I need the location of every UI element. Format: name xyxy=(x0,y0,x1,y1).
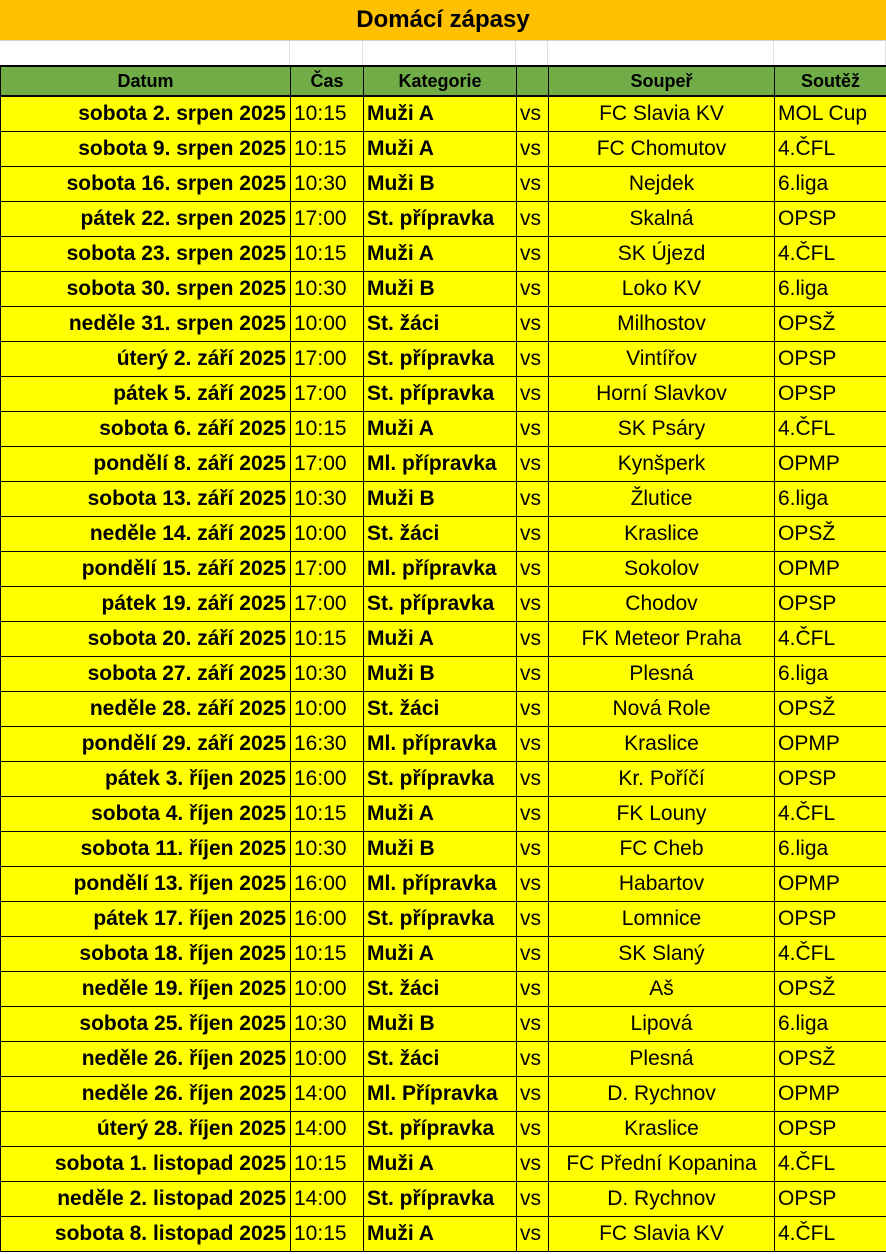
competition-cell[interactable]: OPSP xyxy=(775,342,886,377)
datum-cell[interactable]: sobota 6. září 2025 xyxy=(1,412,291,447)
category-cell[interactable]: Muži A xyxy=(364,937,517,972)
table-row xyxy=(1,447,886,482)
opponent-cell[interactable]: FC Chomutov xyxy=(549,132,775,167)
category-cell[interactable]: St. přípravka xyxy=(364,1112,517,1147)
vs-cell[interactable]: vs xyxy=(517,482,549,517)
time-cell[interactable]: 10:15 xyxy=(291,237,364,272)
competition-cell[interactable]: OPMP xyxy=(775,1077,886,1112)
opponent-cell[interactable]: SK Slaný xyxy=(549,937,775,972)
table-row xyxy=(1,412,886,447)
time-cell[interactable]: 16:00 xyxy=(291,902,364,937)
time-cell[interactable]: 10:30 xyxy=(291,1007,364,1042)
category-cell[interactable]: Muži B xyxy=(364,167,517,202)
time-cell[interactable]: 10:30 xyxy=(291,832,364,867)
opponent-cell[interactable]: Plesná xyxy=(549,1042,775,1077)
vs-cell[interactable]: vs xyxy=(517,902,549,937)
category-cell[interactable]: Muži A xyxy=(364,96,517,132)
opponent-cell[interactable]: Loko KV xyxy=(549,272,775,307)
header-kategorie[interactable]: Kategorie xyxy=(364,66,517,96)
datum-cell[interactable]: pátek 5. září 2025 xyxy=(1,377,291,412)
datum-cell[interactable]: sobota 4. říjen 2025 xyxy=(1,797,291,832)
datum-cell[interactable]: pondělí 29. září 2025 xyxy=(1,727,291,762)
table-row xyxy=(1,1077,886,1112)
table-row xyxy=(1,167,886,202)
category-cell[interactable]: Ml. Přípravka xyxy=(364,1077,517,1112)
datum-cell[interactable]: sobota 8. listopad 2025 xyxy=(1,1217,291,1252)
empty-cell[interactable] xyxy=(363,41,516,65)
time-cell[interactable]: 10:15 xyxy=(291,622,364,657)
category-cell[interactable]: Muži A xyxy=(364,1217,517,1252)
table-row xyxy=(1,762,886,797)
opponent-cell[interactable]: Kraslice xyxy=(549,727,775,762)
category-cell[interactable]: St. přípravka xyxy=(364,202,517,237)
opponent-cell[interactable]: Milhostov xyxy=(549,307,775,342)
table-row xyxy=(1,1147,886,1182)
opponent-cell[interactable]: D. Rychnov xyxy=(549,1077,775,1112)
category-cell[interactable]: St. žáci xyxy=(364,1042,517,1077)
category-cell[interactable]: Muži A xyxy=(364,1147,517,1182)
datum-cell[interactable]: pátek 19. září 2025 xyxy=(1,587,291,622)
opponent-cell[interactable]: Kynšperk xyxy=(549,447,775,482)
time-cell[interactable]: 10:15 xyxy=(291,96,364,132)
competition-cell[interactable]: 6.liga xyxy=(775,167,886,202)
competition-cell[interactable]: 4.ČFL xyxy=(775,797,886,832)
competition-cell[interactable]: 6.liga xyxy=(775,657,886,692)
table-row xyxy=(1,622,886,657)
opponent-cell[interactable]: Skalná xyxy=(549,202,775,237)
opponent-cell[interactable]: Habartov xyxy=(549,867,775,902)
category-cell[interactable]: St. žáci xyxy=(364,692,517,727)
time-cell[interactable]: 17:00 xyxy=(291,552,364,587)
datum-cell[interactable]: neděle 26. říjen 2025 xyxy=(1,1042,291,1077)
competition-cell[interactable]: OPMP xyxy=(775,447,886,482)
empty-cell[interactable] xyxy=(0,41,290,65)
opponent-cell[interactable]: FC Slavia KV xyxy=(549,96,775,132)
datum-cell[interactable]: sobota 30. srpen 2025 xyxy=(1,272,291,307)
vs-cell[interactable]: vs xyxy=(517,96,549,132)
time-cell[interactable]: 10:15 xyxy=(291,1147,364,1182)
datum-cell[interactable]: pondělí 8. září 2025 xyxy=(1,447,291,482)
table-row xyxy=(1,237,886,272)
competition-cell[interactable]: OPSŽ xyxy=(775,692,886,727)
datum-cell[interactable]: pátek 17. říjen 2025 xyxy=(1,902,291,937)
table-row xyxy=(1,342,886,377)
table-row xyxy=(1,1182,886,1217)
datum-cell[interactable]: neděle 2. listopad 2025 xyxy=(1,1182,291,1217)
header-cas[interactable]: Čas xyxy=(291,66,364,96)
competition-cell[interactable]: OPMP xyxy=(775,867,886,902)
time-cell[interactable]: 17:00 xyxy=(291,587,364,622)
competition-cell[interactable]: 4.ČFL xyxy=(775,622,886,657)
matches-table xyxy=(0,65,886,1252)
vs-cell[interactable]: vs xyxy=(517,832,549,867)
table-row xyxy=(1,867,886,902)
datum-cell[interactable]: neděle 31. srpen 2025 xyxy=(1,307,291,342)
category-cell[interactable]: St. přípravka xyxy=(364,377,517,412)
vs-cell[interactable]: vs xyxy=(517,307,549,342)
datum-cell[interactable]: sobota 27. září 2025 xyxy=(1,657,291,692)
competition-cell[interactable]: 4.ČFL xyxy=(775,1147,886,1182)
category-cell[interactable]: Ml. přípravka xyxy=(364,447,517,482)
opponent-cell[interactable]: Chodov xyxy=(549,587,775,622)
empty-cell[interactable] xyxy=(774,41,886,65)
competition-cell[interactable]: OPSŽ xyxy=(775,517,886,552)
table-row xyxy=(1,1112,886,1147)
opponent-cell[interactable]: FC Slavia KV xyxy=(549,1217,775,1252)
category-cell[interactable]: St. žáci xyxy=(364,517,517,552)
vs-cell[interactable]: vs xyxy=(517,517,549,552)
vs-cell[interactable]: vs xyxy=(517,762,549,797)
competition-cell[interactable]: 6.liga xyxy=(775,1007,886,1042)
opponent-cell[interactable]: Kr. Poříčí xyxy=(549,762,775,797)
datum-cell[interactable]: úterý 28. říjen 2025 xyxy=(1,1112,291,1147)
datum-cell[interactable]: sobota 11. říjen 2025 xyxy=(1,832,291,867)
header-vs[interactable] xyxy=(517,66,549,96)
datum-cell[interactable]: sobota 2. srpen 2025 xyxy=(1,96,291,132)
time-cell[interactable]: 10:30 xyxy=(291,482,364,517)
opponent-cell[interactable]: Lipová xyxy=(549,1007,775,1042)
opponent-cell[interactable]: Lomnice xyxy=(549,902,775,937)
category-cell[interactable]: St. přípravka xyxy=(364,902,517,937)
vs-cell[interactable]: vs xyxy=(517,1112,549,1147)
category-cell[interactable]: Ml. přípravka xyxy=(364,867,517,902)
opponent-cell[interactable]: FC Cheb xyxy=(549,832,775,867)
empty-cell[interactable] xyxy=(548,41,774,65)
opponent-cell[interactable]: Nejdek xyxy=(549,167,775,202)
table-row xyxy=(1,1042,886,1077)
category-cell[interactable]: Ml. přípravka xyxy=(364,727,517,762)
datum-cell[interactable]: sobota 23. srpen 2025 xyxy=(1,237,291,272)
table-row xyxy=(1,202,886,237)
datum-cell[interactable]: sobota 18. říjen 2025 xyxy=(1,937,291,972)
time-cell[interactable]: 10:15 xyxy=(291,412,364,447)
competition-cell[interactable]: OPSP xyxy=(775,377,886,412)
opponent-cell[interactable]: FK Meteor Praha xyxy=(549,622,775,657)
competition-cell[interactable]: 6.liga xyxy=(775,272,886,307)
table-row xyxy=(1,657,886,692)
time-cell[interactable]: 10:00 xyxy=(291,972,364,1007)
competition-cell[interactable]: 6.liga xyxy=(775,832,886,867)
time-cell[interactable]: 10:30 xyxy=(291,657,364,692)
category-cell[interactable]: Muži A xyxy=(364,622,517,657)
vs-cell[interactable]: vs xyxy=(517,272,549,307)
opponent-cell[interactable]: FC Přední Kopanina xyxy=(549,1147,775,1182)
vs-cell[interactable]: vs xyxy=(517,867,549,902)
vs-cell[interactable]: vs xyxy=(517,237,549,272)
table-row xyxy=(1,587,886,622)
table-row xyxy=(1,692,886,727)
category-cell[interactable]: St. žáci xyxy=(364,307,517,342)
opponent-cell[interactable]: Plesná xyxy=(549,657,775,692)
datum-cell[interactable]: pátek 3. říjen 2025 xyxy=(1,762,291,797)
datum-cell[interactable]: úterý 2. září 2025 xyxy=(1,342,291,377)
competition-cell[interactable]: OPSP xyxy=(775,202,886,237)
vs-cell[interactable]: vs xyxy=(517,1042,549,1077)
opponent-cell[interactable]: Kraslice xyxy=(549,1112,775,1147)
vs-cell[interactable]: vs xyxy=(517,167,549,202)
vs-cell[interactable]: vs xyxy=(517,342,549,377)
competition-cell[interactable]: 4.ČFL xyxy=(775,237,886,272)
datum-cell[interactable]: sobota 1. listopad 2025 xyxy=(1,1147,291,1182)
category-cell[interactable]: Muži A xyxy=(364,237,517,272)
competition-cell[interactable]: OPSŽ xyxy=(775,972,886,1007)
table-row xyxy=(1,1007,886,1042)
vs-cell[interactable]: vs xyxy=(517,587,549,622)
header-row xyxy=(1,66,886,96)
time-cell[interactable]: 10:00 xyxy=(291,692,364,727)
vs-cell[interactable]: vs xyxy=(517,657,549,692)
category-cell[interactable]: St. přípravka xyxy=(364,762,517,797)
vs-cell[interactable]: vs xyxy=(517,412,549,447)
datum-cell[interactable]: sobota 9. srpen 2025 xyxy=(1,132,291,167)
vs-cell[interactable]: vs xyxy=(517,1077,549,1112)
empty-cell[interactable] xyxy=(516,41,548,65)
table-row xyxy=(1,96,886,132)
empty-cell[interactable] xyxy=(290,41,363,65)
time-cell[interactable]: 17:00 xyxy=(291,377,364,412)
opponent-cell[interactable]: FK Louny xyxy=(549,797,775,832)
opponent-cell[interactable]: SK Újezd xyxy=(549,237,775,272)
table-row xyxy=(1,797,886,832)
opponent-cell[interactable]: Vintířov xyxy=(549,342,775,377)
category-cell[interactable]: St. přípravka xyxy=(364,587,517,622)
opponent-cell[interactable]: Aš xyxy=(549,972,775,1007)
vs-cell[interactable]: vs xyxy=(517,1182,549,1217)
category-cell[interactable]: Muži A xyxy=(364,797,517,832)
datum-cell[interactable]: neděle 26. říjen 2025 xyxy=(1,1077,291,1112)
time-cell[interactable]: 16:00 xyxy=(291,762,364,797)
table-row xyxy=(1,517,886,552)
vs-cell[interactable]: vs xyxy=(517,202,549,237)
category-cell[interactable]: St. přípravka xyxy=(364,342,517,377)
time-cell[interactable]: 10:00 xyxy=(291,307,364,342)
category-cell[interactable]: Muži B xyxy=(364,272,517,307)
table-row xyxy=(1,727,886,762)
datum-cell[interactable]: neděle 19. říjen 2025 xyxy=(1,972,291,1007)
time-cell[interactable]: 17:00 xyxy=(291,447,364,482)
time-cell[interactable]: 10:30 xyxy=(291,167,364,202)
competition-cell[interactable]: OPMP xyxy=(775,552,886,587)
datum-cell[interactable]: pátek 22. srpen 2025 xyxy=(1,202,291,237)
datum-cell[interactable]: neděle 14. září 2025 xyxy=(1,517,291,552)
datum-cell[interactable]: neděle 28. září 2025 xyxy=(1,692,291,727)
sheet-title: Domácí zápasy xyxy=(0,0,886,41)
table-row xyxy=(1,552,886,587)
empty-row xyxy=(0,41,886,65)
category-cell[interactable]: Muži B xyxy=(364,1007,517,1042)
vs-cell[interactable]: vs xyxy=(517,1007,549,1042)
vs-cell[interactable]: vs xyxy=(517,377,549,412)
competition-cell[interactable]: OPSP xyxy=(775,762,886,797)
time-cell[interactable]: 17:00 xyxy=(291,342,364,377)
datum-cell[interactable]: sobota 20. září 2025 xyxy=(1,622,291,657)
competition-cell[interactable]: 4.ČFL xyxy=(775,412,886,447)
competition-cell[interactable]: 4.ČFL xyxy=(775,132,886,167)
table-row xyxy=(1,937,886,972)
datum-cell[interactable]: pondělí 13. říjen 2025 xyxy=(1,867,291,902)
time-cell[interactable]: 10:15 xyxy=(291,797,364,832)
opponent-cell[interactable]: D. Rychnov xyxy=(549,1182,775,1217)
table-row xyxy=(1,132,886,167)
competition-cell[interactable]: MOL Cup xyxy=(775,96,886,132)
table-row xyxy=(1,1217,886,1252)
datum-cell[interactable]: sobota 13. září 2025 xyxy=(1,482,291,517)
opponent-cell[interactable]: SK Psáry xyxy=(549,412,775,447)
vs-cell[interactable]: vs xyxy=(517,937,549,972)
competition-cell[interactable]: OPSP xyxy=(775,902,886,937)
category-cell[interactable]: Muži B xyxy=(364,832,517,867)
time-cell[interactable]: 10:00 xyxy=(291,517,364,552)
category-cell[interactable]: St. přípravka xyxy=(364,1182,517,1217)
datum-cell[interactable]: pondělí 15. září 2025 xyxy=(1,552,291,587)
table-row xyxy=(1,377,886,412)
vs-cell[interactable]: vs xyxy=(517,1217,549,1252)
competition-cell[interactable]: OPSP xyxy=(775,587,886,622)
table-row xyxy=(1,307,886,342)
vs-cell[interactable]: vs xyxy=(517,797,549,832)
header-datum[interactable]: Datum xyxy=(1,66,291,96)
category-cell[interactable]: Muži B xyxy=(364,657,517,692)
competition-cell[interactable]: OPMP xyxy=(775,727,886,762)
table-row xyxy=(1,902,886,937)
category-cell[interactable]: Muži A xyxy=(364,132,517,167)
time-cell[interactable]: 14:00 xyxy=(291,1112,364,1147)
vs-cell[interactable]: vs xyxy=(517,727,549,762)
vs-cell[interactable]: vs xyxy=(517,622,549,657)
time-cell[interactable]: 14:00 xyxy=(291,1182,364,1217)
vs-cell[interactable]: vs xyxy=(517,447,549,482)
table-row xyxy=(1,272,886,307)
vs-cell[interactable]: vs xyxy=(517,972,549,1007)
competition-cell[interactable]: OPSP xyxy=(775,1112,886,1147)
competition-cell[interactable]: 4.ČFL xyxy=(775,1217,886,1252)
competition-cell[interactable]: OPSŽ xyxy=(775,1042,886,1077)
datum-cell[interactable]: sobota 25. říjen 2025 xyxy=(1,1007,291,1042)
vs-cell[interactable]: vs xyxy=(517,1147,549,1182)
time-cell[interactable]: 16:30 xyxy=(291,727,364,762)
table-row xyxy=(1,972,886,1007)
time-cell[interactable]: 10:15 xyxy=(291,1217,364,1252)
vs-cell[interactable]: vs xyxy=(517,692,549,727)
category-cell[interactable]: Muži B xyxy=(364,482,517,517)
opponent-cell[interactable]: Kraslice xyxy=(549,517,775,552)
table-body xyxy=(1,96,886,1252)
category-cell[interactable]: Ml. přípravka xyxy=(364,552,517,587)
opponent-cell[interactable]: Horní Slavkov xyxy=(549,377,775,412)
opponent-cell[interactable]: Nová Role xyxy=(549,692,775,727)
table-row xyxy=(1,482,886,517)
time-cell[interactable]: 10:15 xyxy=(291,132,364,167)
time-cell[interactable]: 17:00 xyxy=(291,202,364,237)
time-cell[interactable]: 10:00 xyxy=(291,1042,364,1077)
opponent-cell[interactable]: Sokolov xyxy=(549,552,775,587)
time-cell[interactable]: 16:00 xyxy=(291,867,364,902)
time-cell[interactable]: 10:30 xyxy=(291,272,364,307)
opponent-cell[interactable]: Žlutice xyxy=(549,482,775,517)
time-cell[interactable]: 10:15 xyxy=(291,937,364,972)
datum-cell[interactable]: sobota 16. srpen 2025 xyxy=(1,167,291,202)
header-soutez[interactable]: Soutěž xyxy=(775,66,886,96)
competition-cell[interactable]: OPSŽ xyxy=(775,307,886,342)
category-cell[interactable]: St. žáci xyxy=(364,972,517,1007)
header-souper[interactable]: Soupeř xyxy=(549,66,775,96)
table-row xyxy=(1,832,886,867)
vs-cell[interactable]: vs xyxy=(517,132,549,167)
competition-cell[interactable]: 6.liga xyxy=(775,482,886,517)
time-cell[interactable]: 14:00 xyxy=(291,1077,364,1112)
category-cell[interactable]: Muži A xyxy=(364,412,517,447)
vs-cell[interactable]: vs xyxy=(517,552,549,587)
competition-cell[interactable]: 4.ČFL xyxy=(775,937,886,972)
competition-cell[interactable]: OPSP xyxy=(775,1182,886,1217)
